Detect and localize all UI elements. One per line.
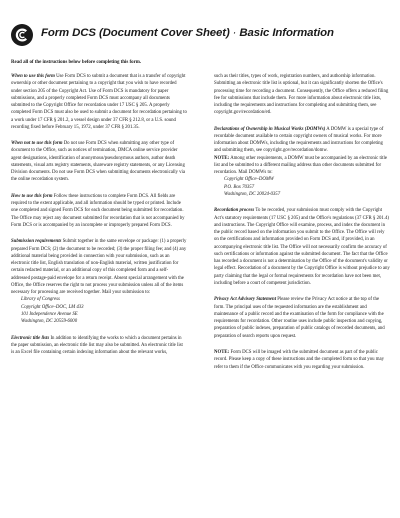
- section-heading: Submission requirements: [11, 239, 62, 245]
- section-heading: When not to use this form: [11, 141, 63, 147]
- section-heading: Privacy Act Advisory Statement: [214, 297, 277, 303]
- section-body: Follow these instructions to complete Form DCS. All fields are required to the extent applicable, and all information should be typed or printed. Include one completed and signed Form DCS for each document being submitted for recordation. The Office may reject any document submitted for recordation that is not accompanied by Form DCS or is accompanied by an incomplete or improperly prepared Form DCS.: [11, 193, 185, 228]
- address-line: Washington, DC 20559-6000: [21, 319, 78, 325]
- note-label: NOTE:: [214, 155, 230, 161]
- domw-mailing-address: [224, 176, 390, 198]
- intro-text: Read all of the instructions below before completing this form.: [11, 60, 142, 65]
- section-body: In addition to identifying the works to which a document pertains in the paper submission, an electronic title list may also be submitted. An electronic title list is an Excel file containing certain indexing information about the relevant works,: [11, 335, 183, 355]
- title-separator: ·: [232, 27, 237, 39]
- section-heading: Recordation process: [214, 208, 255, 214]
- section-submission: [11, 238, 187, 325]
- section-body: Please review the Privacy Act notice at the top of the form. The principal uses of the requested information are the establishment and maintenance of a public record and the examination of the form for compliance with the requirements for recordation. Other routine uses include public inspection and copying, preparation of public indexes, preparation of public catalogs of recorded documents, and preparation of search reports upon request.: [214, 297, 385, 339]
- left-column: [11, 73, 187, 365]
- header: [11, 24, 391, 46]
- section-when-to-use: [11, 73, 187, 131]
- section-body: To be recorded, your submission must comply with the Copyright Act's statutory requirements (17 USC § 205) and the Office's regulations (37 CFR § 201.4) and instructions. The Copyright Office will examine, process, and index the document in the public record based on the information you submit to the Office. The Office will rely on the certifications and information provided on Form DCS and, if provided, in an accompanying electronic title list. The Office will not necessarily confirm the accuracy of such certifications or information against the submitted document. The fact that the Office has recorded a document is not a determination by the Office of the document's validity or legal effect. Recordation of a document by the Copyright Office is without prejudice to any party claiming that the legal or formal requirements for recordation have not been met, including before a court of competent jurisdiction.: [214, 208, 390, 286]
- section-heading: Declarations of Ownership in Musical Works (DOMWs): [214, 126, 326, 132]
- address-line: P.O. Box 70357: [224, 184, 255, 190]
- section-title-lists-continued: such as their titles, types of work, registration numbers, and authorship information. Submitting an electronic title list is optional, but it can significantly shorten the Office's processing time for recording a document. Consequently, the Office offers a reduced filing fee for submissions that include them. For more information about electronic title lists, including the requirements and instructions for completing and submitting them, see copyright.gov/recordation/etl.: [214, 74, 389, 116]
- section-heading: When to use this form: [11, 74, 55, 79]
- mailing-address: [21, 296, 187, 325]
- note-body: Among other requirements, a DOMW must be accompanied by an electronic title list and be submitted to a different mailing address than other documents submitted for recordation. Mail DOMWs to:: [214, 155, 387, 176]
- section-how-to-use: [11, 193, 187, 229]
- section-body: A DOMW is a special type of recordable document available to certain copyright owners of musical works. For more information about DOMWs, including the requirements and instructions for completing and submitting them, see copyright.gov/recordation/domw.: [214, 126, 384, 154]
- address-line: Washington, DC 20024-0357: [224, 191, 281, 197]
- section-final-note: [214, 349, 390, 371]
- address-line: Copyright Office–DOMW: [224, 177, 274, 183]
- section-privacy-act: [214, 296, 390, 340]
- section-title-lists: [11, 335, 187, 357]
- note-label: NOTE:: [214, 350, 230, 355]
- title-sub: Basic Information: [239, 27, 334, 39]
- section-when-not: [11, 140, 187, 184]
- address-line: 101 Independence Avenue SE: [21, 311, 78, 317]
- section-body: Use Form DCS to submit a document that is a transfer of copyright ownership or other document pertaining to a copyright that you wish to have recorded under section 205 of the Copyright Act. Use of Form DCS is mandatory for paper submissions, and a properly completed Form DCS must accompany all documents submitted to the Copyright Office for recordation under 17 USC § 205. A properly completed Form DCS must also be used to submit a document for recordation pertaining to a work under 17 CFR § 201.2, a vessel design under 37 CFR § 212.8, or a U.S. sound recording fixed before February 15, 1972, under 37 CFR § 201.35.: [11, 74, 187, 130]
- section-heading: Electronic title lists: [11, 335, 50, 341]
- right-column: [214, 73, 390, 380]
- note-body: Form DCS will be imaged with the submitted document as part of the public record. Please keep a copy of these instructions and the completed form so that you may refer to them if the Office communicates with you regarding your submission.: [214, 350, 384, 370]
- section-heading: How to use this form: [11, 193, 53, 199]
- section-body: Do not use Form DCS when submitting any other type of document to the Office, such as notices of termination, DMCA online service provider agent designations, identification of anonymous/pseudonymous authors, author death statements, visual arts registry statements, shareware registry statements, or any Licensing Division documents. Do not use Form DCS when submitting documents electronically via the online recordation system.: [11, 141, 186, 183]
- address-line: Library of Congress: [21, 297, 60, 303]
- section-recordation-process: [214, 207, 390, 287]
- section-body: Submit together in the same envelope or package: (1) a properly prepared Form DCS; (2) the document to be recorded; (3) the proper filing fee; and (4) any additional material being provided in connection with your submission, such as an electronic title list, English translation of non-English material, written justification for certain redacted material, or an additional copy of this completed form and a self-addressed postage-paid envelope for a return receipt. Absent special arrangement with the Office, the Office reserves the right to not process your submission unless all of the items necessary for processing are received together. Mail your submission to:: [11, 239, 187, 296]
- address-line: Copyright Office–DOC, LM 433: [21, 304, 84, 310]
- page-title: [41, 27, 334, 39]
- copyright-office-logo-icon: [11, 24, 33, 46]
- section-domw: [214, 126, 390, 199]
- title-main: Form DCS (Document Cover Sheet): [41, 27, 230, 39]
